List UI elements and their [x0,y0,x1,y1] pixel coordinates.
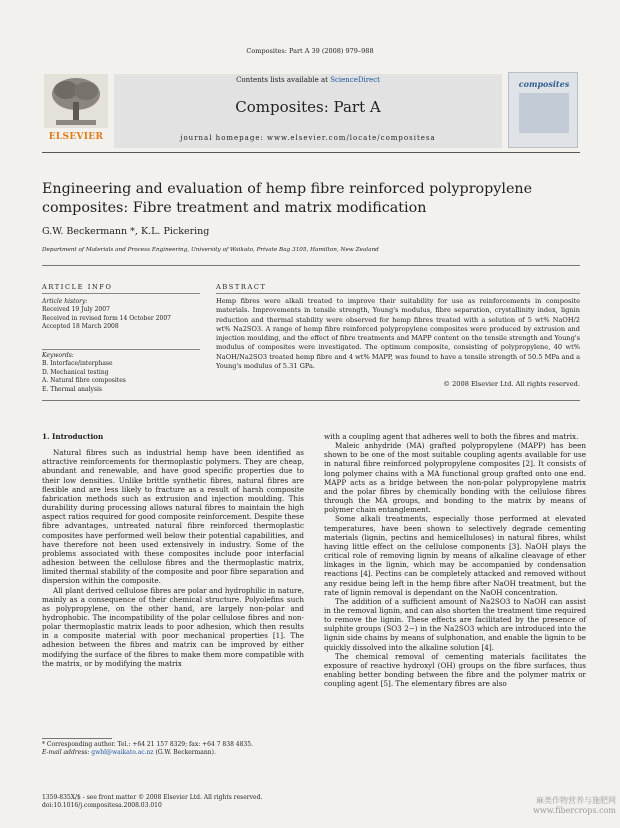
divider [216,293,580,294]
contents-line [114,76,502,84]
email-link[interactable]: gwbl@waikato.ac.nz [91,749,154,757]
corresponding-author: * Corresponding author. Tel.: +64 21 157 8329; fax: +64 7 838 4835. [42,741,253,748]
footnote [42,741,304,757]
journal-cover [508,72,578,148]
email-label: E-mail address: [42,749,92,757]
paragraph: The addition of a sufficient amount of Na2SO3 to NaOH can assist in the removal lignin, and can also shorten the treatment time required to remove the lignin. These effects are facilitated by the presence of sulphite groups (SO3 2−) in the Na2SO3 which are introduced into the lignin side chains by means of sulphonation, and enable the lignin to be quickly dissolved into the alkaline solution [4]. [324,596,586,652]
abstract-text: Hemp fibres were alkali treated to improve their suitability for use as reinforcements in composite materials. Improvements in tensile strength, Young's modulus, fibre separation, crystallinity index, lignin reduction and thermal stability were observed for hemp fibres treated with a solution of 5 wt% NaOH/2 wt% Na2SO3. A range of hemp fibre reinforced polypropylene composites were produced by extrusion and injection moulding, and the effect of fibre treatments and MAPP content on the tensile strength and Young's modulus of composites were investigated. The optimum composite, consisting of polypropylene, 40 wt% NaOH/Na2SO3 treated hemp fibre and 4 wt% MAPP, was found to have a tensile strength of 50.5 MPa and a Young's modulus of 5.31 GPa. [216,297,580,371]
paragraph: Maleic anhydride (MA) grafted polypropylene (MAPP) has been shown to be one of the most suitable coupling agents available for use in natural fibre reinforced polypropylene composites [2]. It consists of long polymer chains with a MA functional group grafted onto one end. MAPP acts as a bridge between the non-polar polypropylene matrix and the polar fibres by chemically bonding with the cellulose fibres through the MA groups, and bonding to the matrix by means of polymer chain entanglement. [324,441,586,515]
copyright: © 2008 Elsevier Ltd. All rights reserved. [443,380,580,388]
email-line [42,749,304,757]
authors: G.W. Beckermann *, K.L. Pickering [42,226,210,237]
doi[interactable]: doi:10.1016/j.compositesa.2008.03.010 [42,802,162,810]
history-item: Received in revised form 14 October 2007 [42,314,171,322]
contents-prefix: Contents lists available at [236,76,331,84]
footnote-divider [42,738,112,739]
cover-title: composites [518,79,570,89]
keyword-item: E. Thermal analysis [42,385,102,393]
sciencedirect-link[interactable]: ScienceDirect [330,76,380,84]
journal-title: Composites: Part A [235,98,381,116]
keywords [42,352,202,394]
divider [42,400,580,401]
divider [42,265,580,266]
journal-homepage[interactable]: journal homepage: www.elsevier.com/locate/compositesa [180,134,436,142]
keyword-item: D. Mechanical testing [42,368,109,376]
body-column-right [324,432,586,688]
journal-masthead [42,72,580,153]
masthead-center [114,74,502,148]
running-head: Composites: Part A 39 (2008) 979–988 [246,47,374,55]
history-item: Accepted 18 March 2008 [42,323,119,331]
divider [42,293,200,294]
elsevier-logo [42,72,110,146]
email-suffix: (G.W. Beckermann). [153,749,216,757]
watermark-cn: 麻类作物营养与施肥网 [536,796,616,805]
paragraph: All plant derived cellulose fibres are polar and hydrophilic in nature, mainly as a consequence of their chemical structure. Polyolefins such as polypropylene, on the other hand, are largely non-polar and hydrophobic. The incompatibility of the polar cellulose fibres and non-polar thermoplastic matrix leads to poor adhesion, which then results in a composite material with poor mechanical properties [1]. The adhesion between the fibres and matrix can be improved by either modifying the surface of the fibres to make them more compatible with the matrix, or by modifying the matrix [42,585,304,668]
article-info-heading: ARTICLE INFO [42,283,113,291]
watermark-url: www.fibercrops.com [533,806,616,815]
publisher-name: ELSEVIER [48,132,104,142]
body-column-left [42,432,304,668]
paragraph: with a coupling agent that adheres well to both the fibres and matrix. [324,432,579,441]
front-matter [42,794,342,810]
divider [42,349,200,350]
issn-line: 1359-835X/$ - see front matter © 2008 Elsevier Ltd. All rights reserved. [42,794,263,801]
history-label: Article history: [42,298,88,305]
keyword-item: B. Interface/interphase [42,360,113,368]
paragraph: The chemical removal of cementing materials facilitates the exposure of reactive hydroxyl (OH) groups on the fibre surfaces, thus enabling better bonding between the fibre and the polymer matrix or coupling agent [5]. The elementary fibres are also [324,651,586,689]
watermark [426,796,616,816]
article-history [42,298,202,332]
paragraph: Natural fibres such as industrial hemp have been identified as attractive reinforcements for thermoplastic polymers. They are cheap, abundant and renewable, and have good specific properties due to their low densities. Unlike brittle synthetic fibres, natural fibres are flexible and are less likely to fracture as a result of harsh composite fabrication methods such as extrusion and injection moulding. This durability during processing allows natural fibres to maintain the high aspect ratios required for good composite reinforcement. Despite these fibre advantages, untreated natural fibre reinforced thermoplastic composites have performed well below their potential capabilities, and have therefore not been used extensively in industry. Some of the problems associated with these composites include poor interfacial adhesion between the cellulose fibres and the thermoplastic matrix, limited thermal stability of the composite and poor fibre separation and dispersion within the composite. [42,448,304,586]
section-heading: 1. Introduction [42,432,104,441]
abstract-heading: ABSTRACT [216,283,267,291]
keywords-label: Keywords: [42,352,74,359]
affiliation: Department of Materials and Process Engineering, University of Waikato, Private Bag 3105, Hamilton, New Zealand [42,247,379,253]
keyword-item: A. Natural fibre composites [42,377,126,385]
history-item: Received 19 July 2007 [42,306,110,314]
cover-image [519,93,569,133]
paragraph: Some alkali treatments, especially those performed at elevated temperatures, have been shown to selectively degrade cementing materials (lignin, pectins and hemicelluloses) in natural fibres, whilst having little effect on the cellulose components [3]. NaOH plays the critical role of removing lignin by means of alkaline cleavage of ether linkages in the lignin, which may be accompanied by condensation reactions [4]. Pectins can be completely attacked and removed without any residue being left in the hemp fibre after NaOH treatment, but the rate of lignin removal is dependant on the NaOH concentration. [324,514,586,597]
article-title: Engineering and evaluation of hemp fibre reinforced polypropylene composites: Fibre treatment and matrix modification [42,181,533,216]
elsevier-tree-icon [42,72,110,130]
